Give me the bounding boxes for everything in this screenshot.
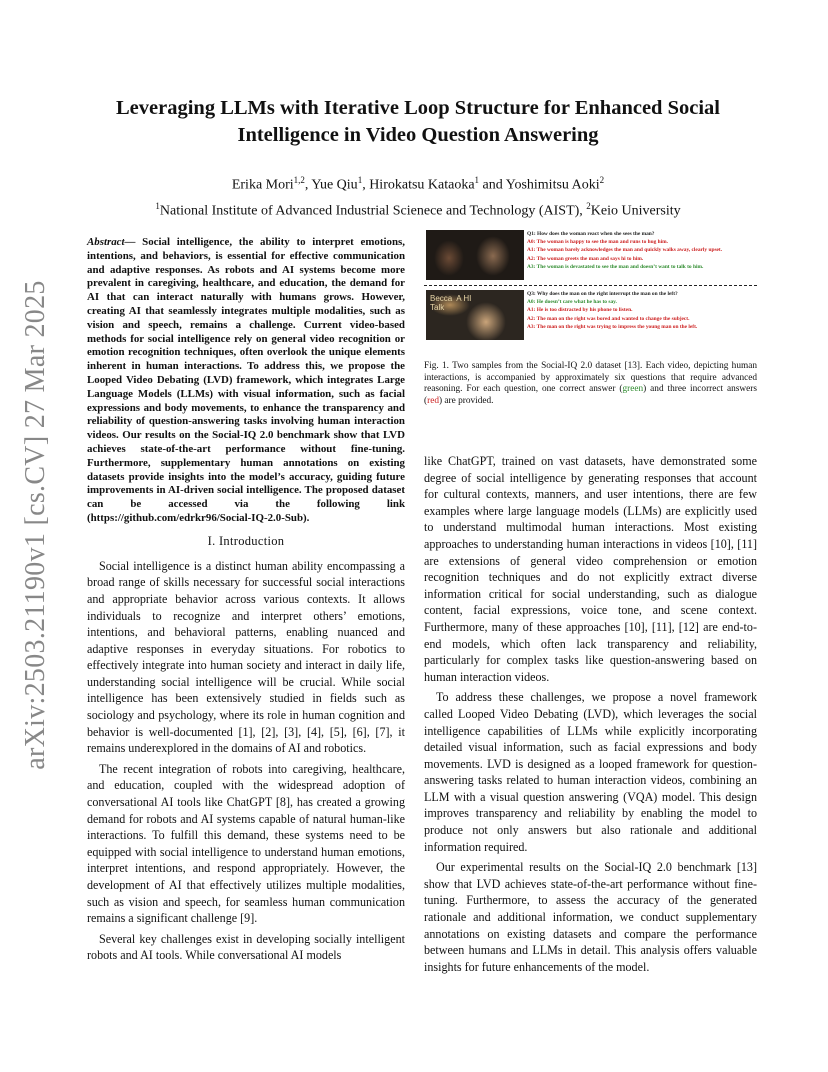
- author-name: Yoshimitsu Aoki: [505, 177, 600, 193]
- figure-1: [424, 230, 757, 350]
- figure-sample-1: [424, 230, 757, 280]
- caption-text: ) are provided.: [438, 396, 494, 407]
- qa-block-2: [527, 290, 757, 331]
- right-column: [424, 453, 757, 975]
- video-thumbnail-1: [426, 230, 524, 280]
- answer-incorrect: A1: The woman barely acknowledges the man and quickly walks away, clearly upset.: [527, 247, 723, 254]
- video-thumbnail-2: [426, 290, 524, 340]
- author-affiliation-mark: 1,2: [293, 175, 305, 185]
- intro-paragraph-3: Several key challenges exist in developing socially intelligent robots and AI tools. While conversational AI models: [87, 931, 405, 963]
- author-name: Hirokatsu Kataoka: [369, 177, 475, 193]
- affiliation-mark: 2: [586, 200, 591, 211]
- intro-paragraph-3-continued: like ChatGPT, trained on vast datasets, have demonstrated some degree of social intelligence by generating responses that account for cultural contexts, manners, and user intentions, there are few examples where large language models (LLMs) are explicitly used to understand multimodal human interactions. Most existing approaches to understanding human interactions in videos [10], [11] are extensions of general video comprehension or emotion recognition techniques and do not explicitly extract diverse information critical for social understanding, such as dialogue content, facial expressions, voice tone, and scene context. Furthermore, many of these approaches [10], [11], [12] are end-to-end models, which often lack transparency and reliability, particularly for complex tasks like question-answering based on human interaction videos.: [424, 454, 757, 684]
- section-heading-introduction: I. Introduction: [207, 533, 285, 548]
- author-conjunction: and: [479, 177, 506, 193]
- caption-red-word: red: [427, 396, 439, 407]
- author-name: Yue Qiu: [311, 177, 358, 193]
- answer-incorrect: A2: The man on the right was bored and wanted to change the subject.: [527, 315, 690, 322]
- affiliation-keio: Keio University: [590, 203, 681, 219]
- author-name: Erika Mori: [231, 177, 294, 193]
- abstract-dash: —: [124, 236, 143, 248]
- author-separator: ,: [362, 177, 370, 193]
- figure-divider: [424, 285, 757, 286]
- question-1: Q1: How does the woman react when she sees the man?: [527, 231, 655, 237]
- intro-paragraph-2: The recent integration of robots into caregiving, healthcare, and education, coupled with the widespread adoption of conversational AI tools like ChatGPT [8], has created a growing demand for robots and AI systems capable of natural human-like interactions. To fulfill this demand, these systems need to be equipped with social intelligence to understand human emotions, interpret intentions, and respond appropriately. However, the development of AI that effectively utilizes multiple modalities, such as vision and speech, for seamless human communication remains a significant challenge [9].: [87, 761, 405, 926]
- answer-incorrect: A2: The woman greets the man and says hi to him.: [527, 255, 644, 262]
- abstract-text: Social intelligence, the ability to interpret emotions, intentions, and behaviors, is essential for effective communication and adaptive responses. As robots and AI systems become more prevalent in caregiving, healthcare, and education, the demand for AI that can interact naturally with humans grows. However, creating AI that seamlessly integrates multiple modalities, such as vision and speech, remains a challenge. Current video-based methods for social intelligence rely on general video recognition or emotion recognition techniques, often overlook the unique elements inherent in human interactions. To address this, we propose the Looped Video Debating (LVD) framework, which integrates Large Language Models (LLMs) with visual information, such as facial expressions and body movements, to enhance the transparency and reliability of question-answering tasks involving human interaction videos. Our results on the Social-IQ 2.0 benchmark show that LVD achieves state-of-the-art performance without fine-tuning. Furthermore, supplementary human annotations on existing datasets provide insights into the model’s accuracy, guiding future improvements in AI-driven social intelligence. The proposed dataset can be accessed via the following link (https://github.com/edrkr96/Social-IQ-2.0-Sub).: [87, 236, 405, 524]
- author-affiliation-mark: 1: [474, 175, 480, 185]
- paper-title: Leveraging LLMs with Iterative Loop Structure for Enhanced Social Intelligence in Video Question Answering: [116, 97, 720, 146]
- caption-text: ) and three incorrect answers (: [424, 384, 757, 407]
- intro-paragraph-1: Social intelligence is a distinct human ability encompassing a broad range of skills necessary for successful social interactions and appropriate behavior across various contexts. It allows individuals to recognize and interpret others’ emotions, intentions, and behavioral patterns, enabling nuanced and adaptive responses in everyday situations. For robotics to effectively integrate into human society and interact in daily life, understanding social intelligence will be crucial. While social intelligence has been extensively studied in fields such as sociology and psychology, where its role in human cognition and behavior is well-documented [1], [2], [3], [4], [5], [6], [7], it remains underexplored in the domains of AI and robotics.: [87, 558, 405, 756]
- qa-block-1: [527, 230, 757, 271]
- author-affiliation-mark: 2: [599, 175, 605, 185]
- caption-text: Fig. 1. Two samples from the Social-IQ 2.0 dataset [13]. Each video, depicting human interactions, is accompanied by approximately six questions that require advanced reasoning. For each question, one correct answer (: [424, 361, 757, 395]
- thumbnail-sign-text: Becca A HI Talk: [430, 294, 472, 312]
- intro-paragraph-5: Our experimental results on the Social-IQ 2.0 benchmark [13] show that LVD achieves state-of-the-art performance without fine-tuning. Furthermore, to assess the accuracy of the generated rationale and additional information, we conduct supplementary annotations on existing datasets and compare the performance between humans and LLMs in detail. This analysis offers valuable insights for future enhancements of the model.: [424, 860, 757, 974]
- answer-incorrect: A3: The man on the right was trying to impress the young man on the left.: [527, 323, 698, 330]
- answer-correct: A0: He doesn’t care what he has to say.: [527, 299, 617, 306]
- author-block: [80, 170, 756, 221]
- left-column: [87, 236, 405, 964]
- answer-incorrect: A1: He is too distracted by his phone to listen.: [527, 307, 633, 314]
- arxiv-identifier-stamp: [16, 280, 56, 770]
- author-affiliation-mark: 1: [357, 175, 363, 185]
- affiliation-mark: 1: [155, 200, 160, 211]
- figure-sample-2: [424, 290, 757, 340]
- affiliations: [80, 196, 756, 222]
- abstract-label: Abstract: [87, 236, 125, 248]
- author-separator: ,: [304, 177, 312, 193]
- intro-paragraph-4: To address these challenges, we propose a novel framework called Looped Video Debating (LVD), which leverages the social intelligence capabilities of LLMs while explicitly incorporating detailed visual information, such as facial expressions and body movements. LVD is designed as a looped framework for question-answering tasks related to human interaction videos, combining an LLM with a visual question answering (VQA) model. This design improves transparency and reliability by enabling the model to produce not only answers but also rationale and additional information required.: [424, 690, 757, 854]
- caption-green-word: green: [622, 384, 644, 395]
- affiliation-aist: National Institute of Advanced Industrial Scienece and Technology (AIST),: [159, 203, 587, 219]
- figure-1-caption: [424, 361, 757, 408]
- abstract: [87, 236, 405, 526]
- answer-incorrect: A0: The woman is happy to see the man and runs to hug him.: [527, 239, 668, 246]
- question-2: Q3: Why does the man on the right interrupt the man on the left?: [527, 291, 678, 297]
- answer-correct: A3: The woman is devastated to see the man and doesn’t want to talk to him.: [527, 263, 704, 270]
- author-list: [80, 170, 756, 196]
- arxiv-identifier-text: arXiv:2503.21190v1 [cs.CV] 27 Mar 2025: [20, 280, 51, 770]
